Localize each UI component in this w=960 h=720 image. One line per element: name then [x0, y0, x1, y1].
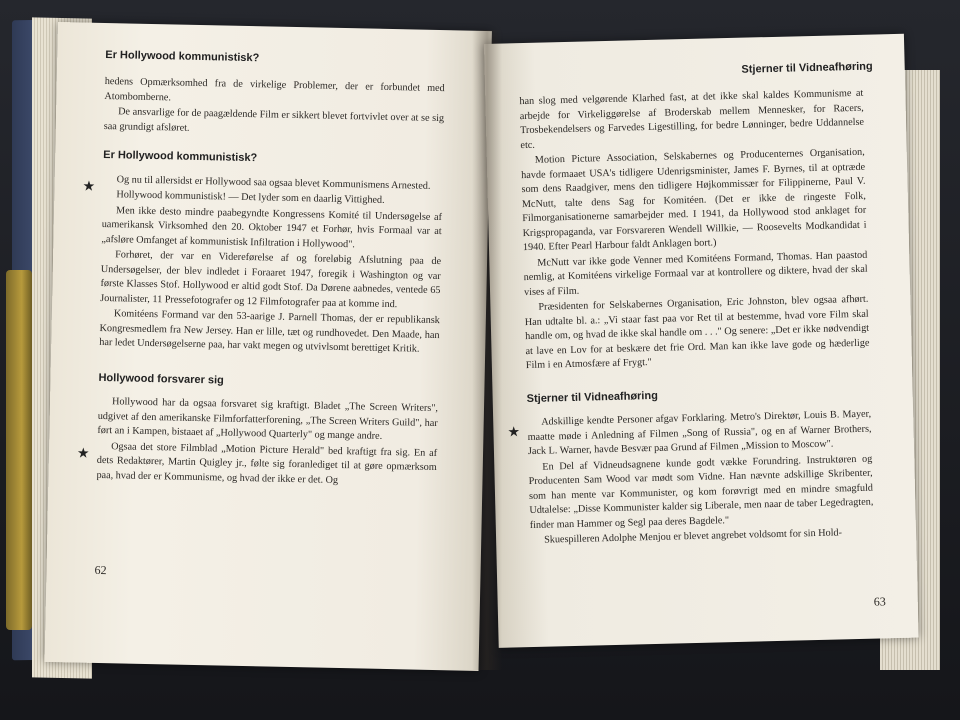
section2-paragraph-1: Hollywood har da ogsaa forsvaret sig kraftigt. Bladet „The Screen Writers", udgivet af den amerikanske Filmforfatterforening, „The Screen Writers Guild", har ført an i Kampen, bistaaet af „Hollywood Quarterly" og mange andre. [97, 396, 439, 442]
right-paragraph-3: McNutt var ikke gode Venner med Komitéens Formand, Thomas. Han paastod nemlig, at Komitéens virkelige Formaal var at kontrollere og diktere, hvad der skal vises af Film. [523, 249, 868, 298]
section1-paragraph-1: Og nu til allersidst er Hollywood saa ogsaa blevet Kommunismens Arnested. [116, 173, 431, 192]
right-paragraph-4: Præsidenten for Selskabernes Organisation, Eric Johnston, blev ogsaa afhørt. Han udtalte bl. a.: „Vi staar fast paa vor Ret til at bestemme, hvad vore Film skal handle om, og hvad de ikke skal handle om . . ." Og senere: „Det er ikke nødvendigt at lave en Lov for at beskære det frie Ord. Man kan ikke lave gode og hæderlige Film i en Atmosfære af Frygt." [524, 293, 870, 372]
right-page-body [519, 87, 874, 550]
section1-paragraph-5: Komitéens Formand var den 53-aarige J. Parnell Thomas, der er republikansk Kongresmedlem fra New Jersey. Han er lille, tæt og rundhovedet. Den Maade, han har ledet Undersøgelserne paa, har vakt megen og utvivlsomt berettiget Kritik. [99, 308, 440, 355]
section1-paragraph-2: Hollywood kommunistisk! — Det lyder som en daarlig Vittighed. [116, 189, 385, 206]
section-title-hollywood-forsvarer: Hollywood forsvarer sig [98, 371, 224, 387]
right-paragraph-2: Motion Picture Association, Selskabernes og Producenternes Organisation, havde formaaet USA's tidligere Udenrigsminister, James F. Byrnes, til at optræde som dens Raadgiver, mens den tidligere Højkommissær for Filippinerne, Paul V. McNutt, talte dens Sag for Komitéen. (Det er ikke de ringeste Folk, Filmorganisationerne samarbejder med. I 1941, da Hollywood stod anklaget for Krigspropaganda, var Forsvareren Wendell Willkie, — Roosevelts Modkandidat i 1940. Efter Pearl Harbour faldt Anklagen bort.) [521, 146, 867, 254]
left-page-number: 62 [94, 562, 107, 578]
right-section-paragraph-3: Skuespilleren Adolphe Menjou er blevet angrebet voldsomt for sin Hold- [544, 527, 843, 546]
left-lead-paragraph-2: De ansvarlige for de paagældende Film er sikkert blevet fortvivlet over at se sig saa grundigt afsløret. [103, 106, 445, 134]
right-running-head: Stjerner til Vidneafhøring [741, 60, 873, 76]
section-title-er-hollywood: Er Hollywood kommunistisk? [103, 148, 258, 165]
section1-paragraph-4: Forhøret, der var en Videreførelse af og foreløbig Afslutning paa de Undersøgelser, der blev indledet i Foraaret 1947, foregik i Washington og var første Klasses Stof. Hollywood er altid godt Stof. Da Dørene aabnedes, ventede 65 Journalister, 11 Pressefotografer og 12 Filmfotografer paa at komme ind. [100, 249, 442, 310]
book-cover-illustration-edge [6, 270, 32, 630]
section-title-stjerner: Stjerner til Vidneafhøring [526, 389, 659, 405]
left-page-body [96, 75, 444, 491]
section2-paragraph-2: Ogsaa det store Filmblad „Motion Picture Herald" bed kraftigt fra sig. En af dets Redaktører, Martin Quigley jr., følte sig foranlediget til at gøre opmærksom paa, hvad der er Kommunisme, og hvad der ikke er det. Og [96, 440, 438, 486]
star-marker-icon: ★ [507, 425, 521, 441]
right-page [484, 34, 919, 648]
section1-paragraph-3: Men ikke desto mindre paabegyndte Kongressens Komité til Undersøgelse af uamerikansk Virksomhed den 20. Oktober 1947 et Forhør, hvis Formaal var at „afsløre Omfanget af kommunistisk Infiltration i Hollywood". [101, 204, 443, 250]
right-paragraph-1: han slog med velgørende Klarhed fast, at det ikke skal kaldes Kommunisme at arbejde for Virkeliggørelse af Broderskab mellem Mennesker, for Racers, Trosbekendelsers og Farvedes Ligestilling, for bedre Lønninger, bedre Uddannelse etc. [519, 87, 865, 151]
star-marker-icon: ★ [82, 179, 96, 195]
right-section-paragraph-1: Adskillige kendte Personer afgav Forklaring. Metro's Direktør, Louis B. Mayer, maatte møde i Anledning af Filmen „Song of Russia", og en af Warner Brothers, Jack L. Warner, havde Besvær paa Grund af Filmen „Mission to Moscow". [527, 408, 872, 458]
right-section-paragraph-2: En Del af Vidneudsagnene kunde godt vække Forundring. Instruktøren og Producenten Sam Wood var mødt som Vidne. Han nævnte adskillige Skribenter, som han mente var Kommunister, og kom forøvrigt med en mindre smagfuld Udtalelse: „Disse Kommunister kalder sig Liberale, men naar de taber Legedragten, finder man Hammer og Segl paa deres Bagdele." [528, 453, 874, 531]
left-lead-paragraph-1: hedens Opmærksomhed fra de virkelige Problemer, der er forbundet med Atombomberne. [104, 75, 445, 103]
left-running-head: Er Hollywood kommunistisk? [105, 48, 260, 65]
star-marker-icon: ★ [76, 446, 90, 462]
right-page-number: 63 [873, 594, 886, 609]
left-page [45, 22, 492, 671]
